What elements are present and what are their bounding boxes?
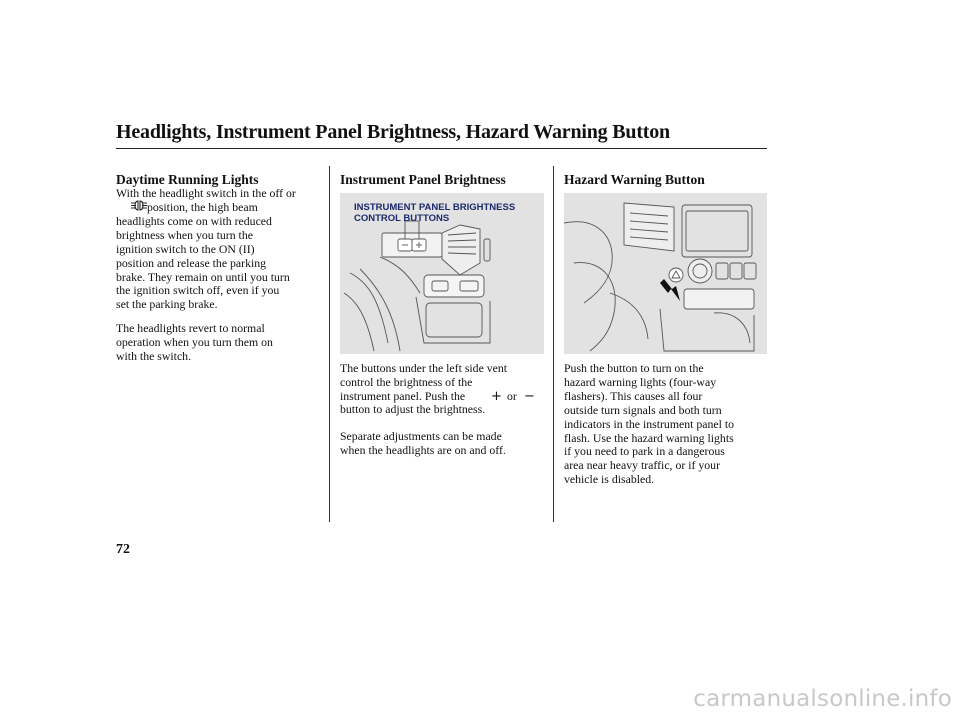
brightness-paragraph-1a: The buttons under the left side vent control the brightness of the instrument panel. Push the: [340, 361, 508, 403]
page-number: 72: [116, 542, 130, 557]
brightness-paragraph-2: Separate adjustments can be made when the headlights are on and off.: [340, 429, 506, 457]
section-heading-daytime-running-lights: Daytime Running Lights: [116, 172, 259, 187]
drl-paragraph-rest: position, the high beam headlights come on with reduced brightness when you turn the ignition switch to the ON (II) position and release the parking brake. They remain on until you turn the ignition switch off, even if you set the parking brake.: [116, 200, 290, 312]
title-divider: [116, 148, 767, 149]
page-title: Headlights, Instrument Panel Brightness, Hazard Warning Button: [116, 121, 670, 143]
or-text: or: [507, 389, 517, 403]
brightness-control-figure: [340, 193, 544, 354]
column-divider-2: [553, 166, 554, 522]
section-heading-hazard-warning-button: Hazard Warning Button: [564, 172, 705, 187]
column-divider-1: [329, 166, 330, 522]
hazard-button-illustration: [564, 193, 767, 354]
minus-symbol: −: [524, 389, 535, 404]
dashboard-vent-illustration: [340, 193, 544, 354]
section-heading-instrument-panel-brightness: Instrument Panel Brightness: [340, 172, 506, 187]
figure-label: INSTRUMENT PANEL BRIGHTNESS CONTROL BUTTONS: [354, 202, 516, 224]
drl-paragraph-line1: With the headlight switch in the off or: [116, 186, 296, 200]
watermark: carmanualsonline.info: [693, 686, 952, 712]
hazard-button-figure: [564, 193, 767, 354]
plus-symbol: +: [491, 389, 502, 404]
brightness-paragraph-1b: button to adjust the brightness.: [340, 402, 486, 416]
hazard-paragraph: Push the button to turn on the hazard warning lights (four-way flashers). This causes all four outside turn signals and both turn indicators in the instrument panel to flash. Use the hazard warning lights if you need to park in a dangerous area near heavy traffic, or if your vehicle is disabled.: [564, 361, 735, 487]
drl-paragraph-2: The headlights revert to normal operation when you turn them on with the switch.: [116, 321, 273, 363]
